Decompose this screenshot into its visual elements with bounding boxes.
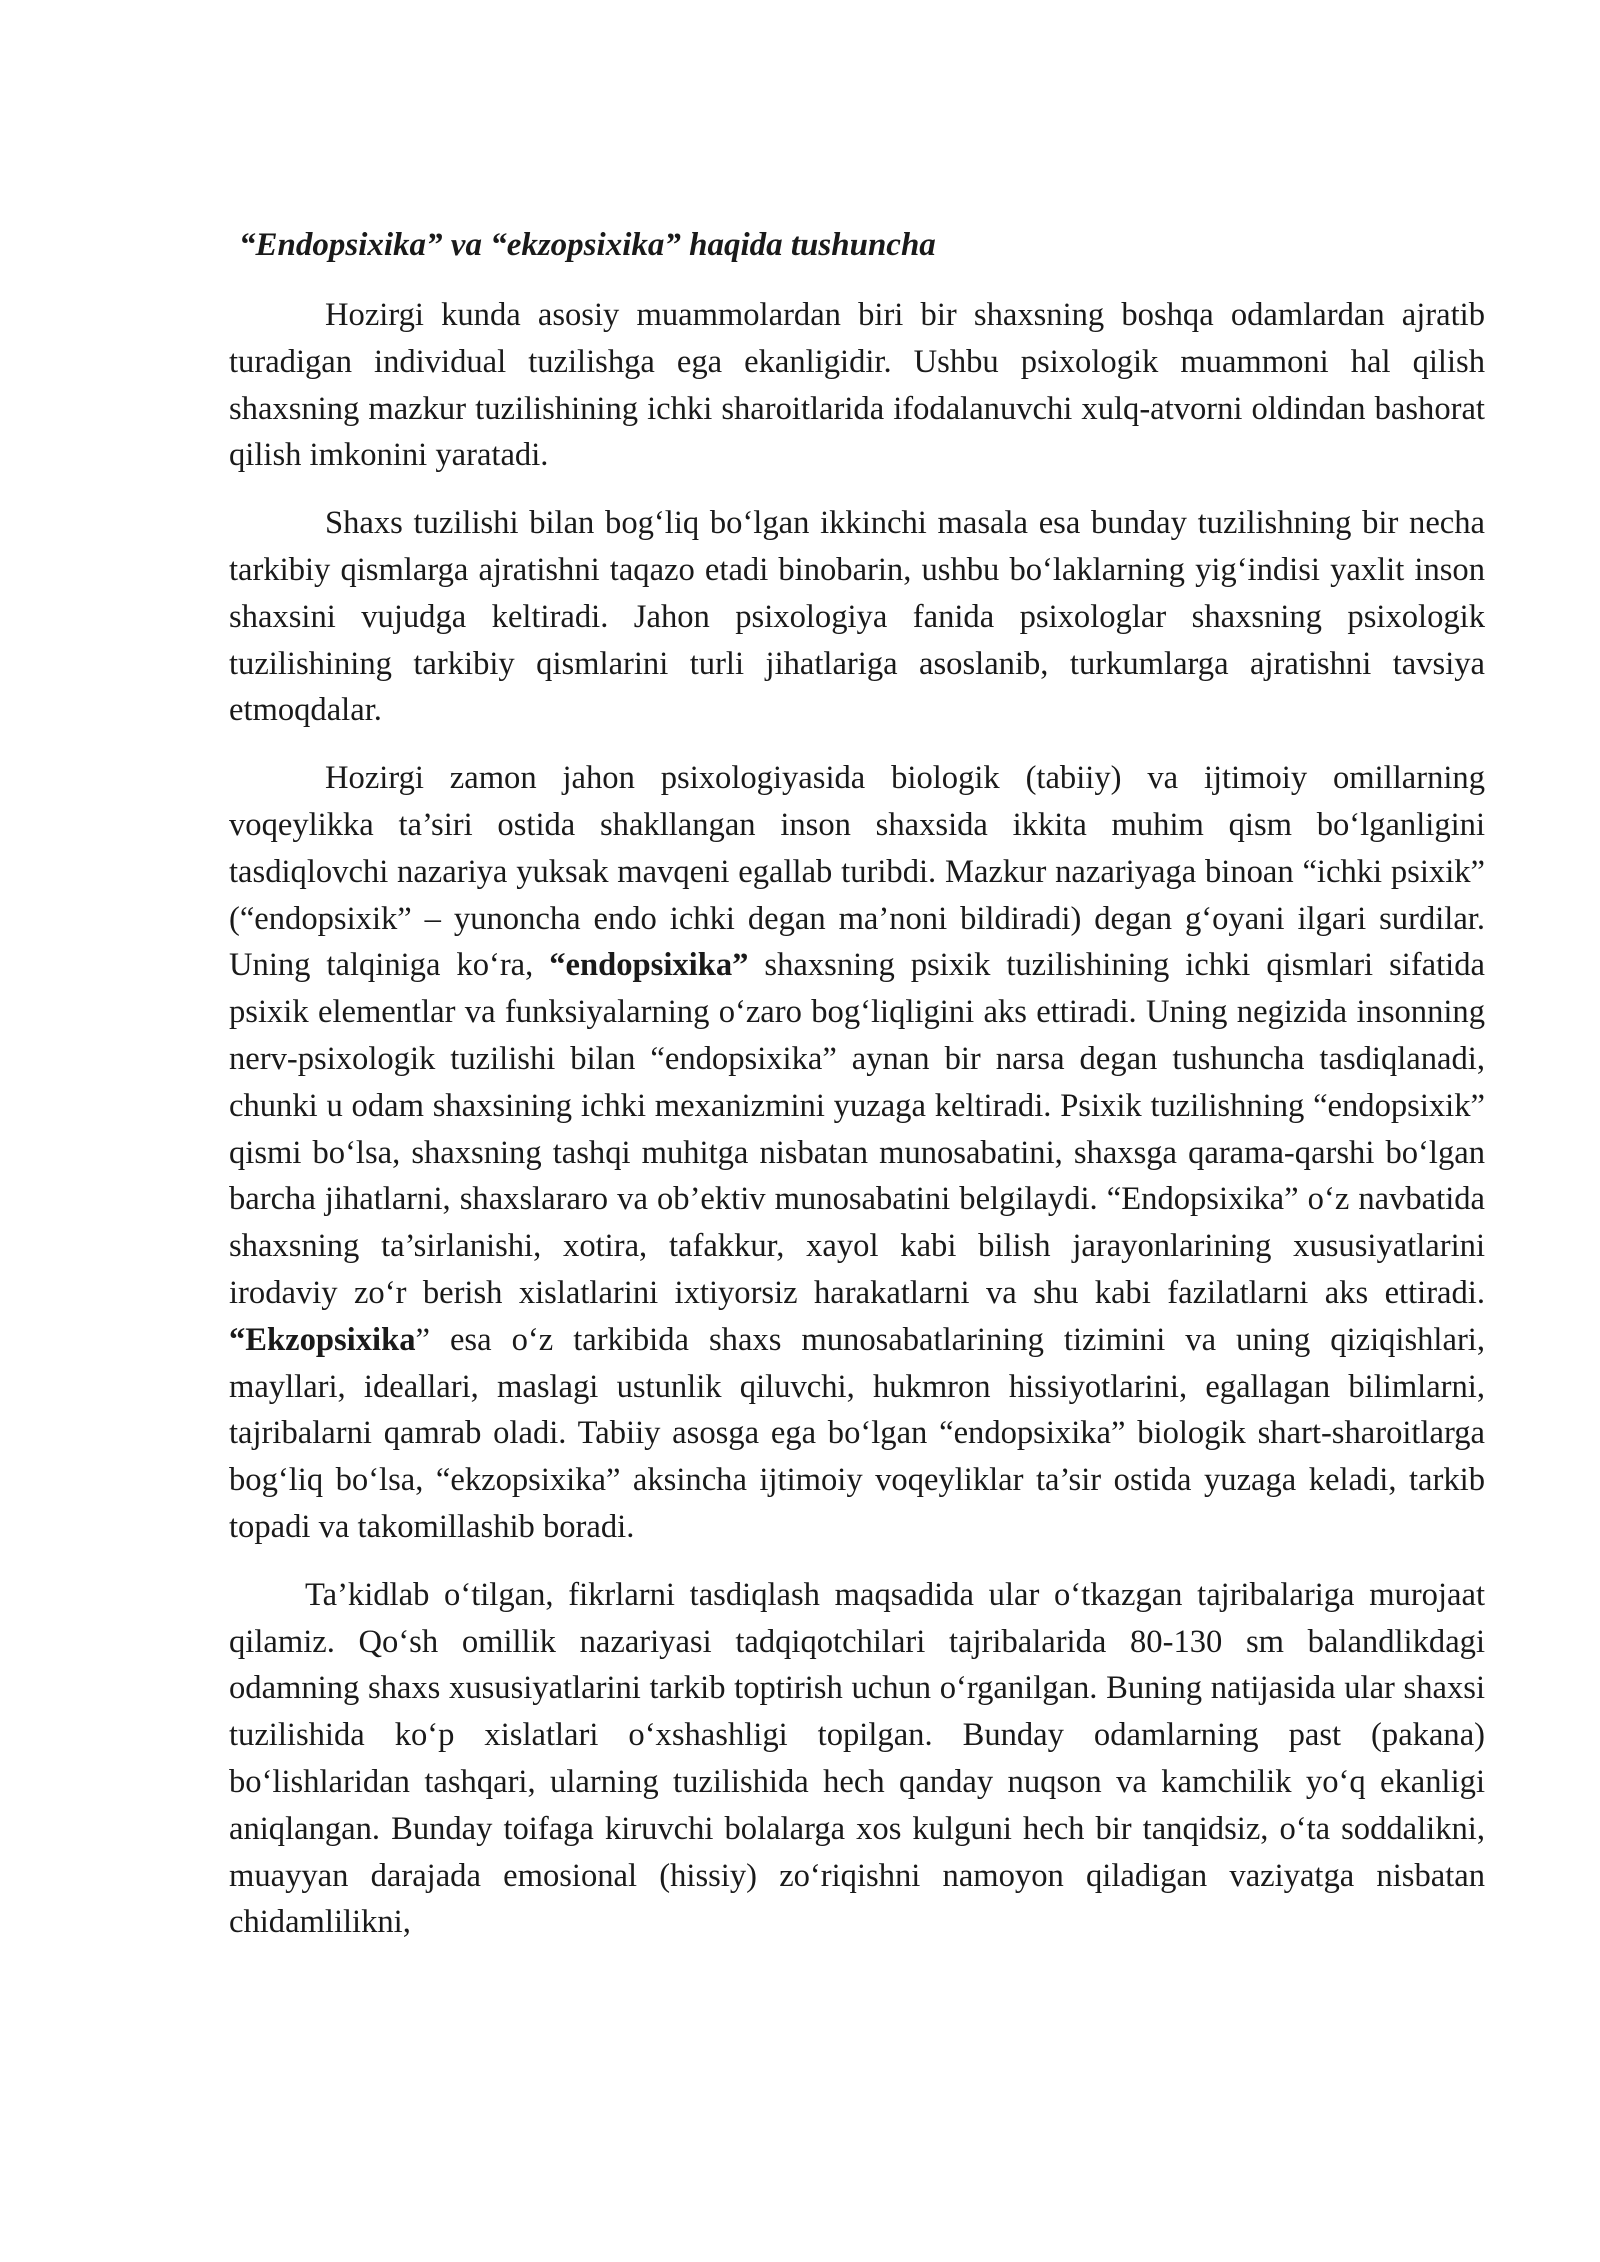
ekzopsixika-term: “Ekzopsixika <box>229 1321 416 1358</box>
paragraph-3 <box>229 755 1485 1551</box>
paragraph-3-text-1: Hozirgi zamon jahon psixologiyasida biologik (tabiiy) va ijtimoiy omillarning voqeylikka ta’siri ostida shakllangan inson shaxsida ikkita muhim qism bo‘lganligini tasdiqlovchi nazariya yuksak mavqeni egallab turibdi. Mazkur nazariyaga binoan “ichki psixik” (“endopsixik” – yunoncha endo ichki degan ma’noni bildiradi) degan g‘oyani ilgari surdilar. Uning talqiniga ko‘ra, <box>229 760 1485 984</box>
paragraph-3-text-2: shaxsning psixik tuzilishining ichki qismlari sifatida psixik elementlar va funksiyalarning o‘zaro bog‘liqligini aks ettiradi. Uning negizida insonning nerv-psixologik tuzilishi bilan “endopsixika” aynan bir narsa degan tushuncha tasdiqlanadi, chunki u odam shaxsining ichki mexanizmini yuzaga keltiradi. Psixik tuzilishning “endopsixik” qismi bo‘lsa, shaxsning tashqi muhitga nisbatan munosabatini, shaxsga qarama-qarshi bo‘lgan barcha jihatlarni, shaxslararo va ob’ektiv munosabatini belgilaydi. “Endopsixika” o‘z navbatida shaxsning ta’sirlanishi, xotira, tafakkur, xayol kabi bilish jarayonlarining xususiyatlarini irodaviy zo‘r berish xislatlarini ixtiyorsiz harakatlarni va shu kabi fazilatlarni aks ettiradi. <box>229 947 1485 1311</box>
endopsixika-term: “endopsixika” <box>549 947 749 984</box>
paragraph-1: Hozirgi kunda asosiy muammolardan biri bir shaxsning boshqa odamlardan ajratib turadigan individual tuzilishga ega ekanligidir. Ushbu psixologik muammoni hal qilish shaxsning mazkur tuzilishining ichki sharoitlarida ifodalanuvchi xulq-atvorni oldindan bashorat qilish imkonini yaratadi. <box>229 297 1485 474</box>
document-page <box>229 220 1485 1967</box>
paragraph-4: Ta’kidlab o‘tilgan, fikrlarni tasdiqlash maqsadida ular o‘tkazgan tajribalariga murojaat qilamiz. Qo‘sh omillik nazariyasi tadqiqotchilari tajribalarida 80-130 sm balandlikdagi odamning shaxs xususiyatlarini tarkib toptirish uchun o‘rganilgan. Buning natijasida ular shaxsi tuzilishida ko‘p xislatlari o‘xshashligi topilgan. Bunday odamlarning past (pakana) bo‘lishlaridan tashqari, ularning tuzilishida hech qanday nuqson va kamchilik yo‘q ekanligi aniqlangan. Bunday toifaga kiruvchi bolalarga xos kulguni hech bir tanqidsiz, o‘ta soddalikni, muayyan darajada emosional (hissiy) zo‘riqishni namoyon qiladigan vaziyatga nisbatan chidamlilikni, <box>229 1576 1485 1941</box>
document-title: “Endopsixika” va “ekzopsixika” haqida tushuncha <box>239 227 936 263</box>
paragraph-3-text-3: ” esa o‘z tarkibida shaxs munosabatlarining tizimini va uning qiziqishlari, mayllari, ideallari, maslagi ustunlik qiluvchi, hukmron hissiyotlarini, egallagan bilimlarni, tajribalarni qamrab oladi. Tabiiy asosga ega bo‘lgan “endopsixika” biologik shart-sharoitlarga bog‘liq bo‘lsa, “ekzopsixika” aksincha ijtimoiy voqeyliklar ta’sir ostida yuzaga keladi, tarkib topadi va takomillashib boradi. <box>229 1321 1485 1545</box>
paragraph-2: Shaxs tuzilishi bilan bog‘liq bo‘lgan ikkinchi masala esa bunday tuzilishning bir necha tarkibiy qismlarga ajratishni taqazo etadi binobarin, ushbu bo‘laklarning yig‘indisi yaxlit inson shaxsini vujudga keltiradi. Jahon psixologiya fanida psixologlar shaxsning psixologik tuzilishining tarkibiy qismlarini turli jihatlariga asoslanib, turkumlarga ajratishni tavsiya etmoqdalar. <box>229 505 1485 729</box>
